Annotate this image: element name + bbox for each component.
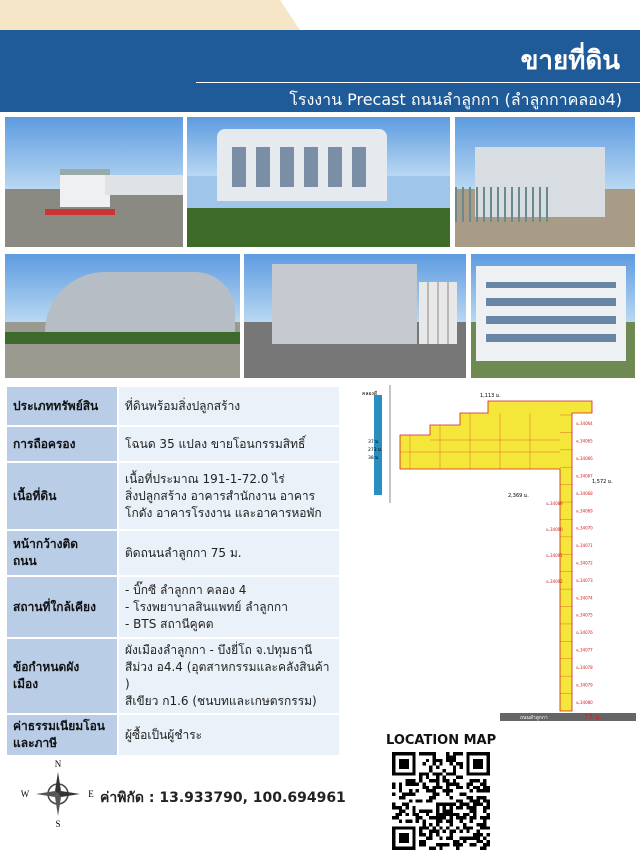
- plot-number-left: ฉ.34092: [546, 579, 563, 584]
- photo-precast-plant: [244, 254, 466, 378]
- location-map-label: LOCATION MAP: [386, 733, 497, 748]
- spec-label: ประเภททรัพย์สิน: [6, 386, 118, 426]
- plot-number-right: ฉ.34077: [576, 647, 593, 653]
- spec-value: เนื้อที่ประมาณ 191-1-72.0 ไร่ สิ่งปลูกสร้าง อาคารสำนักงาน อาคาร โกดัง อาคารโรงงาน และอาคารหอพัก: [118, 462, 340, 530]
- spec-row: [6, 576, 340, 638]
- plot-number-right: ฉ.34074: [576, 595, 593, 601]
- page-title: ขายที่ดิน: [520, 46, 620, 76]
- dim-left-c: 38 ม.: [368, 456, 380, 461]
- spec-row: [6, 386, 340, 426]
- dim-middle: 2,369 ม.: [508, 493, 529, 499]
- dim-top: 1,113 ม.: [480, 393, 501, 399]
- photo-guardhouse: [5, 117, 183, 247]
- spec-value: ที่ดินพร้อมสิ่งปลูกสร้าง: [118, 386, 340, 426]
- left-road-label: คลองดี: [362, 391, 378, 397]
- compass-rose-icon: [18, 758, 98, 828]
- property-spec-table: [5, 385, 341, 757]
- spec-row: [6, 638, 340, 714]
- coordinates-text: ค่าพิกัด : 13.933790, 100.694961: [100, 790, 346, 806]
- spec-value: ติดถนนลำลูกกา 75 ม.: [118, 530, 340, 576]
- frontage-label: 75 ม.: [584, 713, 602, 721]
- compass-w: W: [20, 789, 30, 799]
- land-plot-outline: [400, 401, 592, 711]
- spec-row: [6, 426, 340, 462]
- page-subtitle: โรงงาน Precast ถนนลำลูกกา (ลำลูกกาคลอง4): [289, 90, 622, 109]
- spec-label: เนื้อที่ดิน: [6, 462, 118, 530]
- plot-number-right: ฉ.34076: [576, 630, 593, 636]
- plot-number-right: ฉ.34080: [576, 699, 593, 705]
- compass-n: N: [54, 759, 62, 769]
- photo-warehouse-gate: [455, 117, 635, 247]
- plot-number-right: ฉ.34067: [576, 473, 593, 479]
- spec-value: โฉนด 35 แปลง ขายโอนกรรมสิทธิ์: [118, 426, 340, 462]
- spec-label: การถือครอง: [6, 426, 118, 462]
- plot-number-right: ฉ.34068: [576, 490, 593, 496]
- plot-number-left: ฉ.34091: [546, 553, 563, 558]
- plot-number-right: ฉ.34069: [576, 508, 593, 514]
- title-banner: [0, 30, 640, 112]
- top-decor-tab: [0, 0, 300, 30]
- site-plan-map: [360, 385, 636, 725]
- plot-number-right: ฉ.34078: [576, 664, 593, 670]
- spec-row: [6, 530, 340, 576]
- banner-divider: [196, 82, 640, 83]
- plot-number-right: ฉ.34079: [576, 682, 593, 688]
- road-label: ถนนลำลูกกา: [520, 715, 548, 721]
- spec-label: สถานที่ใกล้เคียง: [6, 576, 118, 638]
- compass-s: S: [55, 819, 61, 828]
- spec-value: ผู้ซื้อเป็นผู้ชำระ: [118, 714, 340, 756]
- spec-row: [6, 714, 340, 756]
- spec-row: [6, 462, 340, 530]
- plot-number-right: ฉ.34066: [576, 456, 593, 462]
- spec-value: ผังเมืองลำลูกกา - บึงยี่โถ จ.ปทุมธานี สีม่วง อ4.4 (อุตสาหกรรมและคลังสินค้า ) สีเขียว ก1.6 (ชนบทและเกษตรกรรม): [118, 638, 340, 714]
- photo-curved-roof-factory: [5, 254, 240, 378]
- dim-right: 1,572 ม.: [592, 479, 613, 485]
- compass-e: E: [88, 789, 94, 799]
- spec-label: ข้อกำหนดผัง เมือง: [6, 638, 118, 714]
- dim-left-b: 273 ม.: [368, 448, 383, 453]
- qr-code-icon: [392, 752, 490, 850]
- plot-number-right: ฉ.34070: [576, 525, 593, 531]
- plot-number-right: ฉ.34071: [576, 543, 593, 549]
- plot-number-right: ฉ.34073: [576, 577, 593, 583]
- spec-label: ค่าธรรมเนียมโอน และภาษี: [6, 714, 118, 756]
- photo-office-building: [187, 117, 450, 247]
- plot-number-right: ฉ.34064: [576, 421, 593, 427]
- spec-value: - บิ๊กซี ลำลูกกา คลอง 4 - โรงพยาบาลสินแพทย์ ลำลูกกา - BTS สถานีคูคต: [118, 576, 340, 638]
- plot-number-left: ฉ.34090: [546, 527, 563, 532]
- photo-dormitory: [471, 254, 635, 378]
- spec-label: หน้ากว้างติด ถนน: [6, 530, 118, 576]
- plot-number-right: ฉ.34065: [576, 438, 593, 444]
- plot-number-right: ฉ.34072: [576, 560, 593, 566]
- plot-number-right: ฉ.34075: [576, 612, 593, 618]
- plot-number-left: ฉ.34089: [546, 501, 563, 506]
- dim-left-a: 37 ม.: [368, 440, 380, 445]
